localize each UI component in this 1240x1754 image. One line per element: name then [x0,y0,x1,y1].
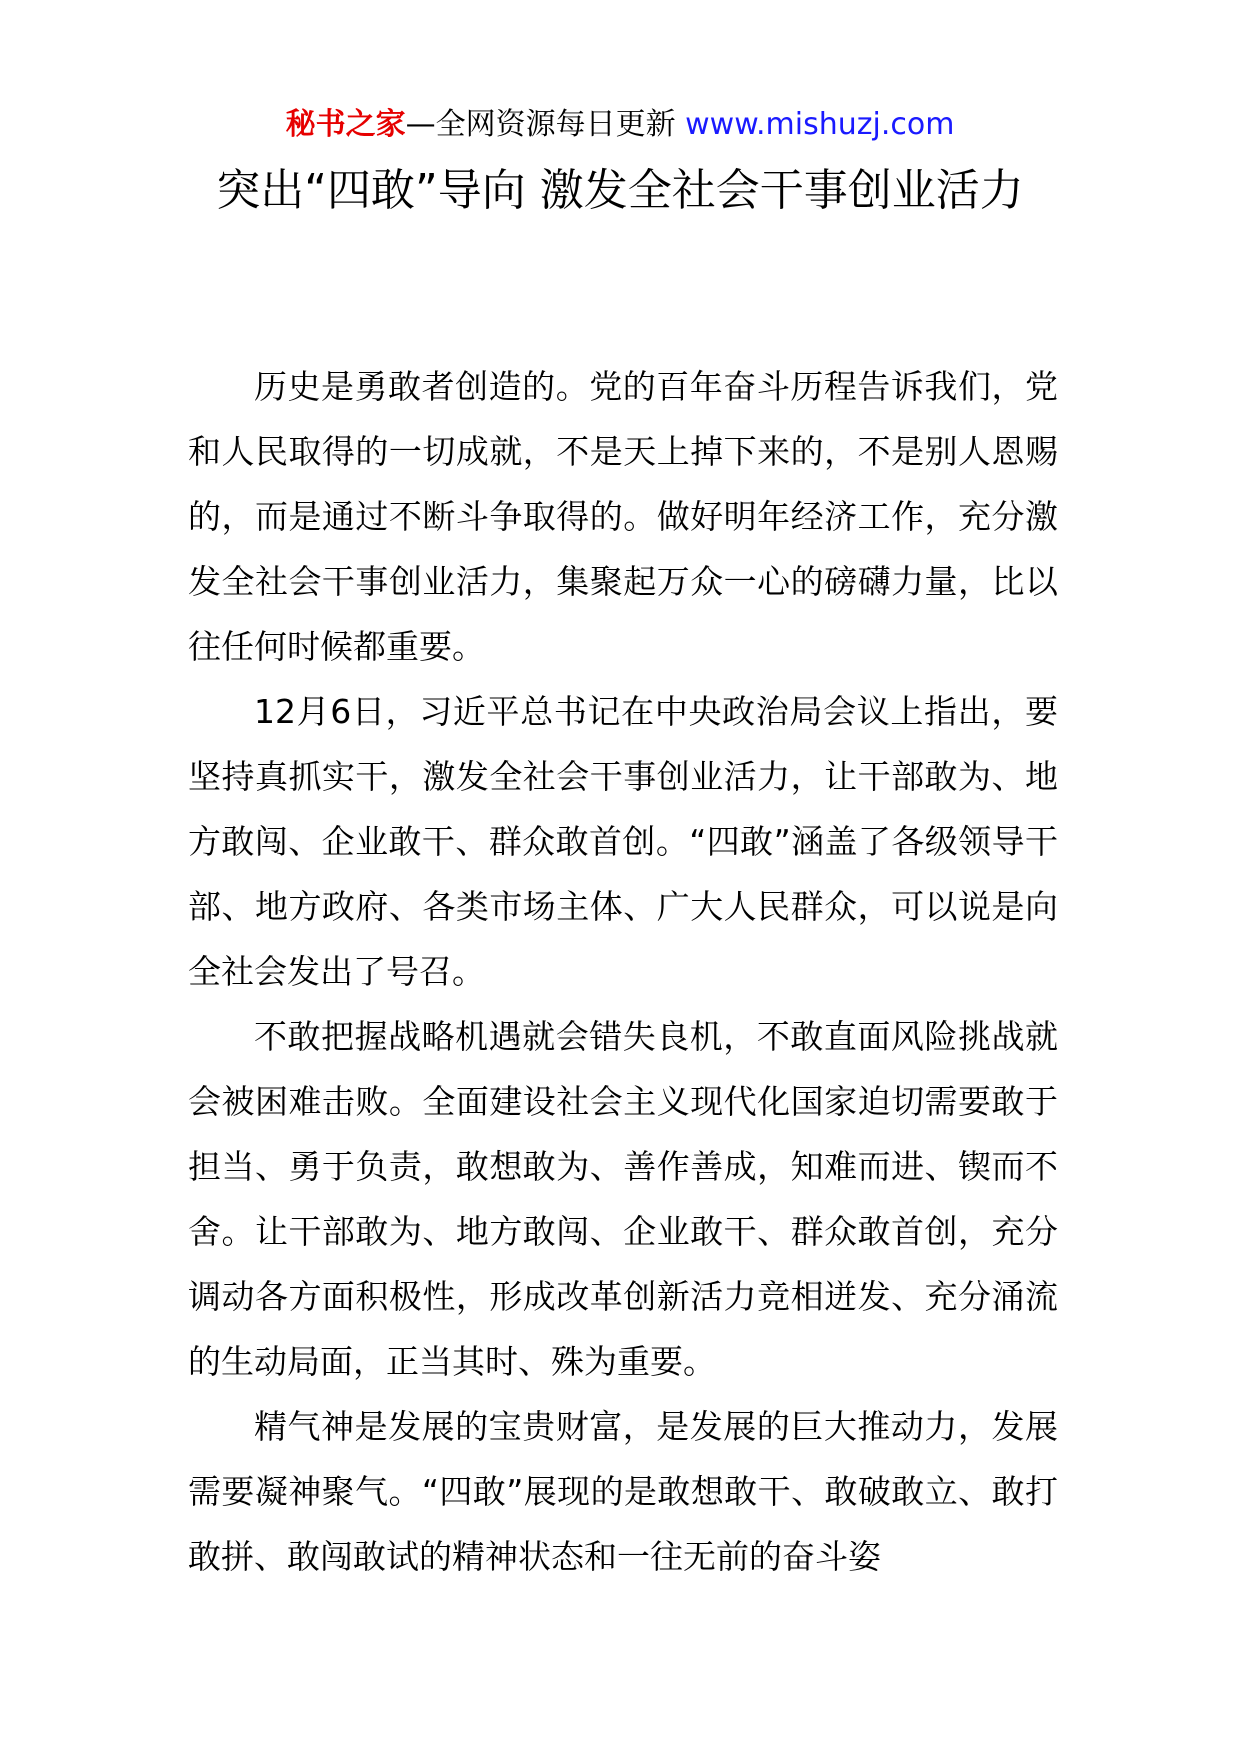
paragraph-4: 精气神是发展的宝贵财富，是发展的巨大推动力，发展需要凝神聚气。“四敢”展现的是敢想敢干、敢破敢立、敢打敢拼、敢闯敢试的精神状态和一往无前的奋斗姿 [188,1407,1058,1576]
paragraph-2: 12月6日，习近平总书记在中央政治局会议上指出，要坚持真抓实干，激发全社会干事创业活力，让干部敢为、地方敢闯、企业敢干、群众敢首创。“四敢”涵盖了各级领导干部、地方政府、各类市场主体、广大人民群众，可以说是向全社会发出了号召。 [188,692,1058,991]
paragraph-1: 历史是勇敢者创造的。党的百年奋斗历程告诉我们，党和人民取得的一切成就，不是天上掉下来的，不是别人恩赐的，而是通过不断斗争取得的。做好明年经济工作，充分激发全社会干事创业活力，集聚起万众一心的磅礴力量，比以往任何时候都重要。 [188,367,1058,666]
paragraph-3: 不敢把握战略机遇就会错失良机，不敢直面风险挑战就会被困难击败。全面建设社会主义现代化国家迫切需要敢于担当、勇于负责，敢想敢为、善作善成，知难而进、锲而不舍。让干部敢为、地方敢闯、企业敢干、群众敢首创，充分调动各方面积极性，形成改革创新活力竞相迸发、充分涌流的生动局面，正当其时、殊为重要。 [188,1017,1058,1381]
site-url-link[interactable]: www.mishuzj.com [685,107,955,142]
brand-name: 秘书之家 [285,107,406,142]
site-header [0,100,1240,150]
document-body [188,354,1058,1589]
document-title: 突出“四敢”导向 激发全社会干事创业活力 [216,165,1024,216]
site-slogan: —全网资源每日更新 [405,107,676,142]
